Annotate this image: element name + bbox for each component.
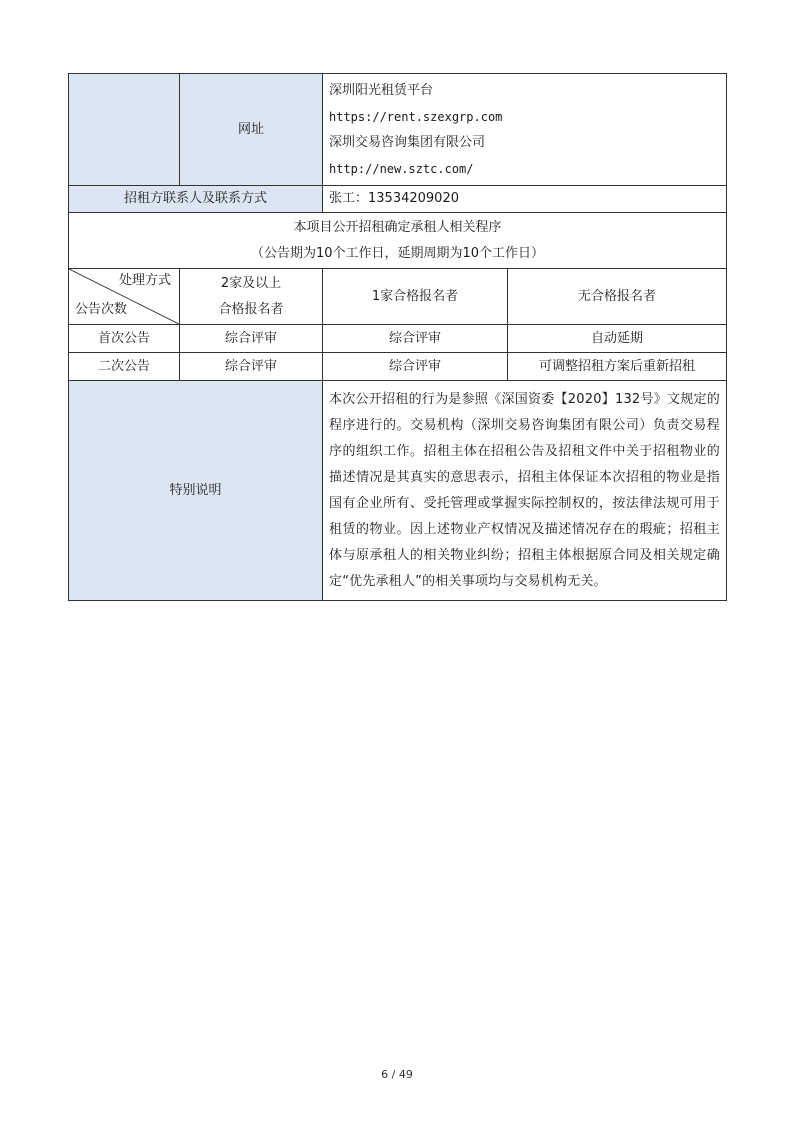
blank-cell bbox=[69, 74, 180, 186]
procedure-title: 本项目公开招租确定承租人相关程序 bbox=[293, 219, 502, 235]
procedure-header bbox=[69, 213, 727, 269]
procedure-subtitle: （公告期为10个工作日，延期周期为10个工作日） bbox=[250, 245, 545, 261]
special-label: 特别说明 bbox=[69, 381, 323, 601]
row-cell: 自动延期 bbox=[508, 325, 727, 353]
page-number: 6 / 49 bbox=[381, 1068, 413, 1081]
row-cell: 综合评审 bbox=[323, 325, 508, 353]
corner-bottom-label: 公告次数 bbox=[75, 302, 128, 317]
diagonal-header-cell bbox=[69, 269, 180, 325]
company-url[interactable]: http://new.sztc.com/ bbox=[329, 161, 474, 176]
col-two-plus-line1: 2家及以上 bbox=[220, 275, 282, 291]
company-name: 深圳交易咨询集团有限公司 bbox=[329, 134, 486, 150]
platform-url[interactable]: https://rent.szexgrp.com bbox=[329, 109, 503, 124]
website-values bbox=[323, 74, 727, 186]
row-cell: 综合评审 bbox=[180, 353, 323, 381]
col-one: 1家合格报名者 bbox=[323, 269, 508, 325]
special-text: 本次公开招租的行为是参照《深国资委【2020】132号》文规定的程序进行的。交易机构（深圳交易咨询集团有限公司）负责交易程序的组织工作。招租主体在招租公告及招租文件中关于招租物业的描述情况是其真实的意思表示，招租主体保证本次招租的物业是指国有企业所有、受托管理或掌握实际控制权的，按法律法规可用于租赁的物业。因上述物业产权情况及描述情况存在的瑕疵；招租主体与原承租人的相关物业纠纷；招租主体根据原合同及相关规定确定“优先承租人”的相关事项均与交易机构无关。 bbox=[323, 381, 727, 601]
website-label: 网址 bbox=[180, 74, 323, 186]
row-cell: 综合评审 bbox=[180, 325, 323, 353]
contact-label: 招租方联系人及联系方式 bbox=[69, 186, 323, 213]
row-cell: 综合评审 bbox=[323, 353, 508, 381]
contact-value: 张工：13534209020 bbox=[323, 186, 727, 213]
row-label: 首次公告 bbox=[69, 325, 180, 353]
platform-name: 深圳阳光租赁平台 bbox=[329, 82, 434, 98]
table-row bbox=[69, 353, 727, 381]
col-two-plus-line2: 合格报名者 bbox=[218, 301, 284, 317]
info-table bbox=[68, 73, 727, 601]
row-label: 二次公告 bbox=[69, 353, 180, 381]
col-none: 无合格报名者 bbox=[508, 269, 727, 325]
col-two-plus bbox=[180, 269, 323, 325]
corner-top-label: 处理方式 bbox=[118, 273, 171, 288]
table-row bbox=[69, 325, 727, 353]
row-cell: 可调整招租方案后重新招租 bbox=[508, 353, 727, 381]
